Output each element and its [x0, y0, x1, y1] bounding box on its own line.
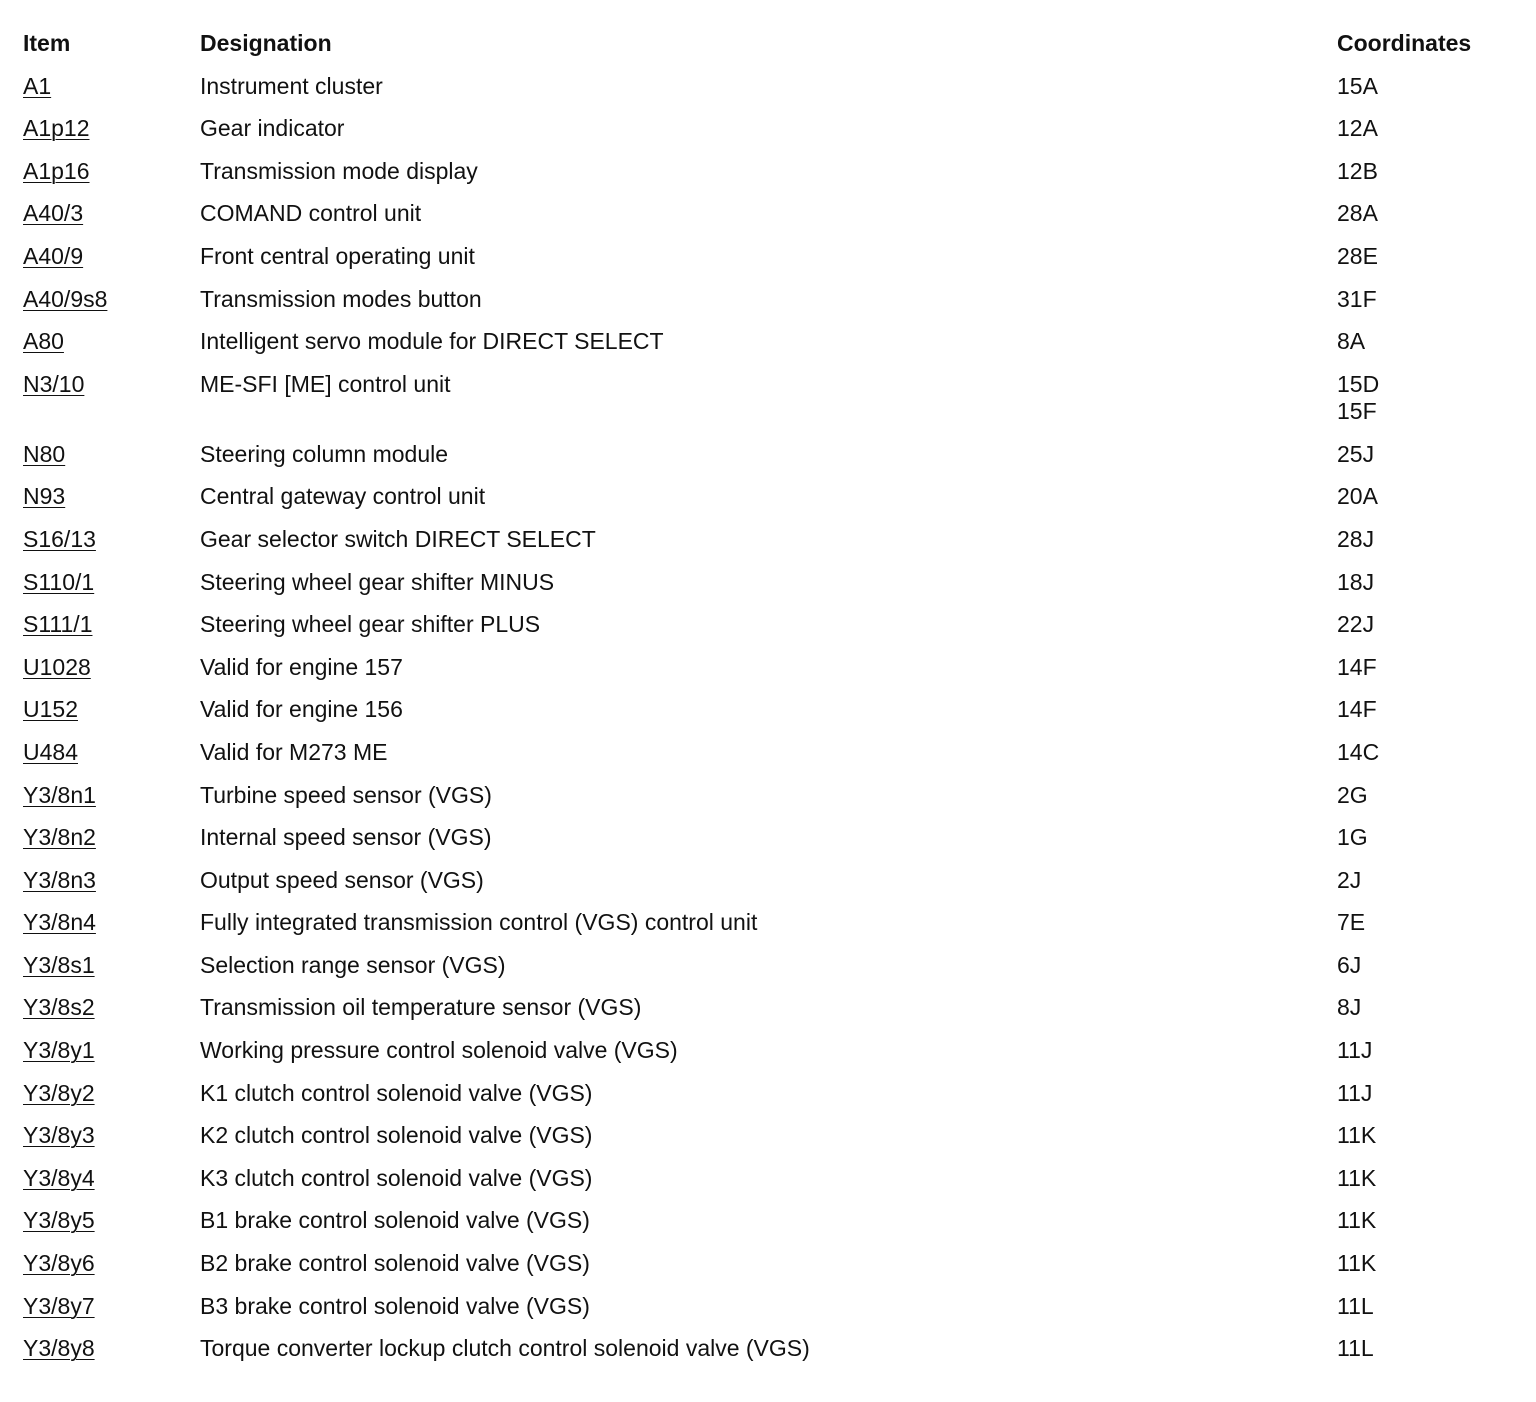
table-row	[0, 867, 1536, 910]
designation-text: COMAND control unit	[200, 200, 422, 227]
item-link[interactable]: Y3/8y8	[23, 1335, 95, 1362]
designation-text: Intelligent servo module for DIRECT SELECT	[200, 328, 664, 355]
designation-text: Transmission mode display	[200, 157, 478, 184]
item-link[interactable]: Y3/8y7	[23, 1292, 95, 1319]
item-link[interactable]: Y3/8y1	[23, 1037, 95, 1064]
table-row	[0, 371, 1536, 441]
designation-text: Selection range sensor (VGS)	[200, 951, 506, 978]
designation-text: Transmission modes button	[200, 285, 482, 312]
coordinates-text: 28E	[1337, 242, 1378, 269]
header-designation: Designation	[200, 30, 332, 56]
coordinates-text: 15A	[1337, 72, 1378, 99]
coordinates-text: 14F	[1337, 696, 1377, 723]
table-row	[0, 286, 1536, 329]
table-row	[0, 1165, 1536, 1208]
designation-text: K2 clutch control solenoid valve (VGS)	[200, 1122, 593, 1149]
item-link[interactable]: A40/3	[23, 200, 84, 227]
coordinates-text: 11L	[1337, 1335, 1374, 1362]
item-link[interactable]: Y3/8y2	[23, 1079, 95, 1106]
designation-text: Steering column module	[200, 440, 449, 467]
designation-text: K1 clutch control solenoid valve (VGS)	[200, 1079, 593, 1106]
table-row	[0, 1207, 1536, 1250]
coordinates-text: 20A	[1337, 483, 1378, 510]
table-header	[0, 0, 1536, 73]
table-row	[0, 200, 1536, 243]
table-row	[0, 1122, 1536, 1165]
item-link[interactable]: Y3/8y3	[23, 1122, 95, 1149]
designation-text: Transmission oil temperature sensor (VGS)	[200, 994, 642, 1021]
designation-text: Output speed sensor (VGS)	[200, 866, 484, 893]
table-row	[0, 1250, 1536, 1293]
coordinates-text: 18J	[1337, 568, 1375, 595]
designation-text: Turbine speed sensor (VGS)	[200, 781, 492, 808]
coordinates-text: 11K	[1337, 1164, 1377, 1191]
coordinates-text: 14F	[1337, 653, 1377, 680]
coordinates-text: 1G	[1337, 824, 1368, 851]
item-link[interactable]: Y3/8n1	[23, 781, 96, 808]
item-link[interactable]: N3/10	[23, 370, 85, 397]
designation-text: Torque converter lockup clutch control solenoid valve (VGS)	[200, 1335, 810, 1362]
coordinates-text: 8A	[1337, 328, 1366, 355]
table-row	[0, 158, 1536, 201]
designation-text: B1 brake control solenoid valve (VGS)	[200, 1207, 590, 1234]
item-link[interactable]: Y3/8n4	[23, 909, 96, 936]
coordinates-text: 11K	[1337, 1250, 1377, 1277]
table-row	[0, 526, 1536, 569]
designation-text: Working pressure control solenoid valve (VGS)	[200, 1037, 678, 1064]
designation-text: Instrument cluster	[200, 72, 383, 99]
coordinates-text: 2G	[1337, 781, 1368, 808]
coordinates-text: 28J	[1337, 525, 1375, 552]
designation-text: B2 brake control solenoid valve (VGS)	[200, 1250, 590, 1277]
table-row	[0, 1080, 1536, 1123]
designation-text: Steering wheel gear shifter PLUS	[200, 611, 541, 638]
item-link[interactable]: Y3/8y6	[23, 1250, 95, 1277]
coordinates-text: 11K	[1337, 1207, 1377, 1234]
designation-text: Central gateway control unit	[200, 483, 486, 510]
coordinates-text: 22J	[1337, 611, 1375, 638]
coordinates-text: 12A	[1337, 115, 1378, 142]
table-row	[0, 611, 1536, 654]
coordinates-text: 11J	[1337, 1079, 1373, 1106]
item-link[interactable]: N80	[23, 440, 66, 467]
header-item: Item	[23, 30, 71, 56]
item-link[interactable]: S111/1	[23, 611, 93, 638]
designation-text: Front central operating unit	[200, 242, 475, 269]
item-link[interactable]: Y3/8s1	[23, 951, 95, 978]
designation-text: Valid for engine 157	[200, 653, 403, 680]
item-link[interactable]: Y3/8y4	[23, 1164, 95, 1191]
table-row	[0, 696, 1536, 739]
coordinates-text: 2J	[1337, 866, 1362, 893]
designation-text: Gear indicator	[200, 115, 345, 142]
table-row	[0, 441, 1536, 484]
table-row	[0, 782, 1536, 825]
item-link[interactable]: Y3/8s2	[23, 994, 95, 1021]
coordinates-text: 25J	[1337, 440, 1375, 467]
item-link[interactable]: A1	[23, 72, 52, 99]
table-row	[0, 909, 1536, 952]
item-link[interactable]: A80	[23, 328, 64, 355]
designation-text: Steering wheel gear shifter MINUS	[200, 568, 555, 595]
designation-text: Internal speed sensor (VGS)	[200, 824, 492, 851]
table-row	[0, 1037, 1536, 1080]
coordinates-text: 11L	[1337, 1292, 1374, 1319]
item-link[interactable]: U484	[23, 738, 78, 765]
coordinates-text: 11J	[1337, 1037, 1373, 1064]
table-row	[0, 952, 1536, 995]
table-row	[0, 483, 1536, 526]
designation-text: K3 clutch control solenoid valve (VGS)	[200, 1164, 593, 1191]
table-row	[0, 824, 1536, 867]
table-row	[0, 1335, 1536, 1378]
designation-text: Fully integrated transmission control (VGS) control unit	[200, 909, 758, 936]
coordinates-text: 7E	[1337, 909, 1366, 936]
item-link[interactable]: U1028	[23, 653, 91, 680]
table-row	[0, 994, 1536, 1037]
table-row	[0, 739, 1536, 782]
designation-text: Gear selector switch DIRECT SELECT	[200, 525, 596, 552]
coordinates-text: 12B	[1337, 157, 1378, 184]
table-row	[0, 1293, 1536, 1336]
table-row	[0, 243, 1536, 286]
table-row	[0, 569, 1536, 612]
item-link[interactable]: A1p16	[23, 157, 90, 184]
coordinates-text: 8J	[1337, 994, 1362, 1021]
coordinates-text: 11K	[1337, 1122, 1377, 1149]
item-link[interactable]: U152	[23, 696, 78, 723]
coordinates-text: 28A	[1337, 200, 1378, 227]
item-link[interactable]: A1p12	[23, 115, 90, 142]
coordinates-text: 31F	[1337, 285, 1377, 312]
designation-text: Valid for engine 156	[200, 696, 403, 723]
designation-text: ME-SFI [ME] control unit	[200, 370, 451, 397]
table-row	[0, 73, 1536, 116]
item-link[interactable]: Y3/8y5	[23, 1207, 95, 1234]
header-coordinates: Coordinates	[1337, 30, 1472, 56]
coordinates-text: 14C	[1337, 738, 1380, 765]
item-link[interactable]: Y3/8n2	[23, 824, 96, 851]
table-row	[0, 328, 1536, 371]
item-link[interactable]: A40/9s8	[23, 285, 108, 312]
table-row	[0, 115, 1536, 158]
item-link[interactable]: S110/1	[23, 568, 95, 595]
coordinates-text: 15D 15F	[1337, 370, 1380, 424]
coordinates-text: 6J	[1337, 951, 1362, 978]
table-row	[0, 654, 1536, 697]
item-link[interactable]: N93	[23, 483, 66, 510]
item-link[interactable]: A40/9	[23, 242, 84, 269]
item-link[interactable]: S16/13	[23, 525, 96, 552]
designation-text: B3 brake control solenoid valve (VGS)	[200, 1292, 590, 1319]
designation-text: Valid for M273 ME	[200, 738, 388, 765]
item-link[interactable]: Y3/8n3	[23, 866, 96, 893]
